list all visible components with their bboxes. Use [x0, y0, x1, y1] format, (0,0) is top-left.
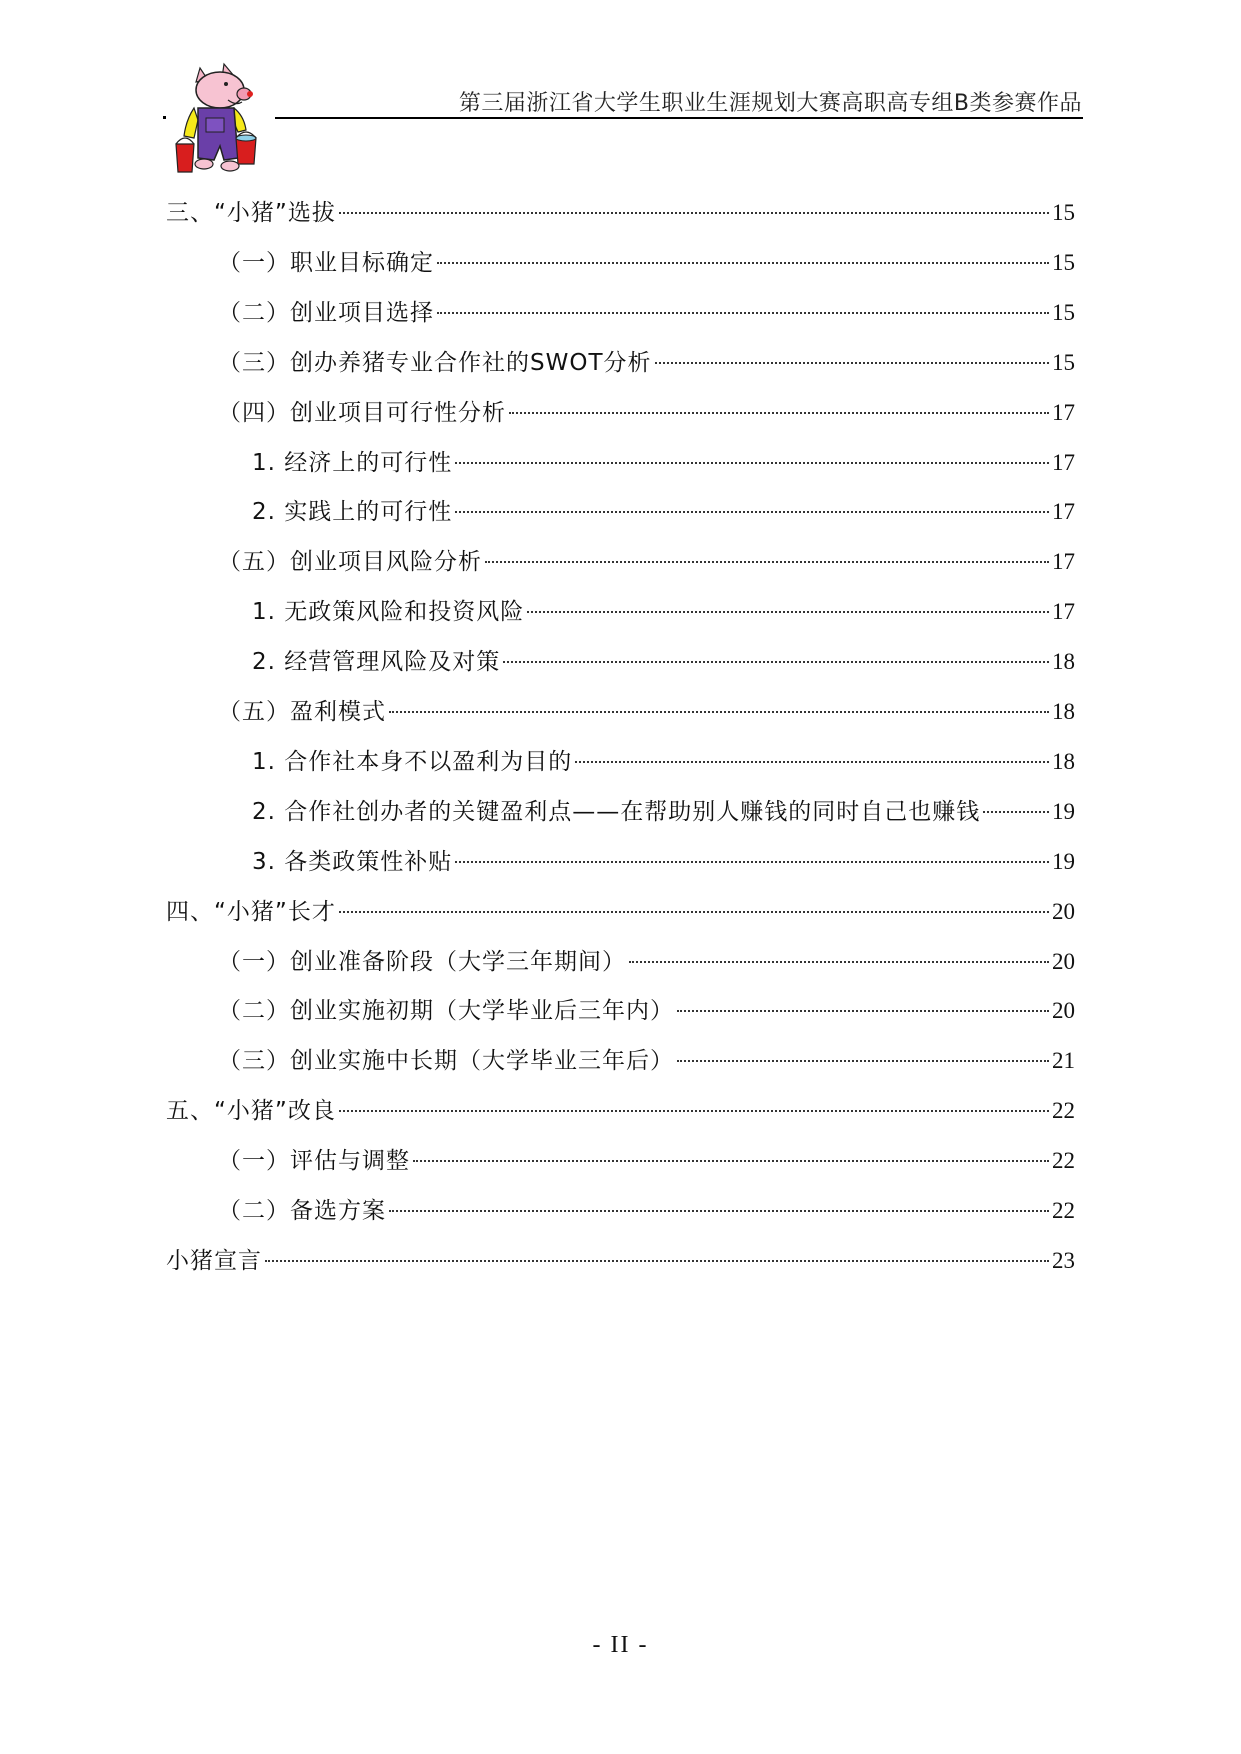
toc-dot-leader [413, 1160, 1049, 1162]
toc-entry-title: 四、“小猪”长才 [166, 899, 336, 925]
toc-dot-leader [677, 1060, 1049, 1062]
toc-entry-page: 22 [1052, 1098, 1075, 1123]
toc-entry-page: 22 [1052, 1198, 1075, 1223]
toc-entry-title: 五、“小猪”改良 [166, 1098, 336, 1124]
toc-entry-title: （五）创业项目风险分析 [218, 549, 482, 575]
toc-dot-leader [509, 412, 1049, 414]
toc-entry-page: 15 [1052, 200, 1075, 225]
toc-entry[interactable] [166, 194, 1075, 234]
toc-entry-title: （四）创业项目可行性分析 [218, 400, 506, 426]
toc-entry[interactable] [218, 344, 1075, 384]
pig-mascot-logo-icon [172, 60, 272, 190]
toc-entry-title: 2. 合作社创办者的关键盈利点——在帮助别人赚钱的同时自己也赚钱 [252, 799, 981, 825]
toc-entry-title: 2. 实践上的可行性 [252, 499, 453, 525]
toc-entry[interactable] [252, 444, 1075, 484]
toc-entry-title: （二）创业实施初期（大学毕业后三年内） [218, 998, 674, 1024]
toc-entry[interactable] [252, 593, 1075, 633]
toc-entry-page: 15 [1052, 300, 1075, 325]
toc-dot-leader [575, 761, 1049, 763]
toc-entry-title: 三、“小猪”选拔 [166, 200, 336, 226]
page-number: - II - [592, 1632, 649, 1658]
toc-entry[interactable] [166, 1242, 1075, 1282]
toc-entry-title: 1. 合作社本身不以盈利为目的 [252, 749, 573, 775]
toc-entry[interactable] [252, 743, 1075, 783]
toc-dot-leader [455, 861, 1049, 863]
toc-entry[interactable] [218, 294, 1075, 334]
toc-dot-leader [455, 511, 1049, 513]
toc-dot-leader [527, 611, 1049, 613]
toc-entry[interactable] [218, 1142, 1075, 1182]
toc-entry[interactable] [218, 943, 1075, 983]
header-dot [163, 116, 166, 119]
toc-entry-page: 23 [1052, 1248, 1075, 1273]
toc-entry-page: 22 [1052, 1148, 1075, 1173]
toc-entry-title: 1. 经济上的可行性 [252, 450, 453, 476]
toc-entry-page: 20 [1052, 899, 1075, 924]
toc-entry-page: 17 [1052, 499, 1075, 524]
toc-entry[interactable] [218, 1192, 1075, 1232]
toc-dot-leader [455, 462, 1049, 464]
toc-dot-leader [485, 561, 1049, 563]
toc-dot-leader [677, 1010, 1049, 1012]
toc-entry[interactable] [166, 893, 1075, 933]
toc-entry-title: （一）创业准备阶段（大学三年期间） [218, 949, 626, 975]
toc-dot-leader [389, 711, 1049, 713]
toc-entry-title: （五）盈利模式 [218, 699, 386, 725]
toc-dot-leader [437, 262, 1049, 264]
toc-entry-page: 20 [1052, 998, 1075, 1023]
toc-entry-title: （二）备选方案 [218, 1198, 386, 1224]
toc-entry-page: 17 [1052, 450, 1075, 475]
toc-entry-page: 18 [1052, 699, 1075, 724]
toc-entry-title: （三）创业实施中长期（大学毕业三年后） [218, 1048, 674, 1074]
toc-entry[interactable] [218, 543, 1075, 583]
toc-entry-title: 3. 各类政策性补贴 [252, 849, 453, 875]
toc-entry-page: 18 [1052, 649, 1075, 674]
toc-entry-page: 17 [1052, 599, 1075, 624]
toc-dot-leader [503, 661, 1049, 663]
toc-dot-leader [655, 362, 1050, 364]
toc-entry-title: 1. 无政策风险和投资风险 [252, 599, 525, 625]
toc-entry-title: （一）评估与调整 [218, 1148, 410, 1174]
toc-entry[interactable] [218, 693, 1075, 733]
toc-dot-leader [265, 1260, 1049, 1262]
toc-entry[interactable] [218, 244, 1075, 284]
toc-entry-title: 2. 经营管理风险及对策 [252, 649, 501, 675]
header-rule [275, 117, 1083, 119]
toc-entry-page: 17 [1052, 549, 1075, 574]
toc-entry-page: 18 [1052, 749, 1075, 774]
toc-dot-leader [339, 1110, 1049, 1112]
toc-entry-page: 19 [1052, 849, 1075, 874]
toc-entry-page: 21 [1052, 1048, 1075, 1073]
toc-entry-page: 15 [1052, 350, 1075, 375]
toc-entry[interactable] [218, 1042, 1075, 1082]
toc-entry[interactable] [218, 992, 1075, 1032]
toc-entry-page: 15 [1052, 250, 1075, 275]
toc-entry[interactable] [166, 1092, 1075, 1132]
toc-entry-title: （一）职业目标确定 [218, 250, 434, 276]
toc-entry[interactable] [252, 793, 1075, 833]
header-title: 第三届浙江省大学生职业生涯规划大赛高职高专组B类参赛作品 [458, 91, 1082, 116]
toc-entry[interactable] [252, 843, 1075, 883]
toc-dot-leader [389, 1210, 1049, 1212]
toc-entry-page: 20 [1052, 949, 1075, 974]
toc-entry-title: （三）创办养猪专业合作社的SWOT分析 [218, 350, 652, 376]
toc-dot-leader [437, 312, 1049, 314]
toc-dot-leader [983, 811, 1049, 813]
toc-entry[interactable] [252, 493, 1075, 533]
toc-entry-title: 小猪宣言 [166, 1248, 262, 1274]
toc-entry-page: 19 [1052, 799, 1075, 824]
toc-entry[interactable] [252, 643, 1075, 683]
toc-dot-leader [339, 911, 1049, 913]
toc-dot-leader [629, 961, 1049, 963]
toc-entry[interactable] [218, 394, 1075, 434]
toc-dot-leader [339, 212, 1049, 214]
toc-entry-title: （二）创业项目选择 [218, 300, 434, 326]
toc-entry-page: 17 [1052, 400, 1075, 425]
